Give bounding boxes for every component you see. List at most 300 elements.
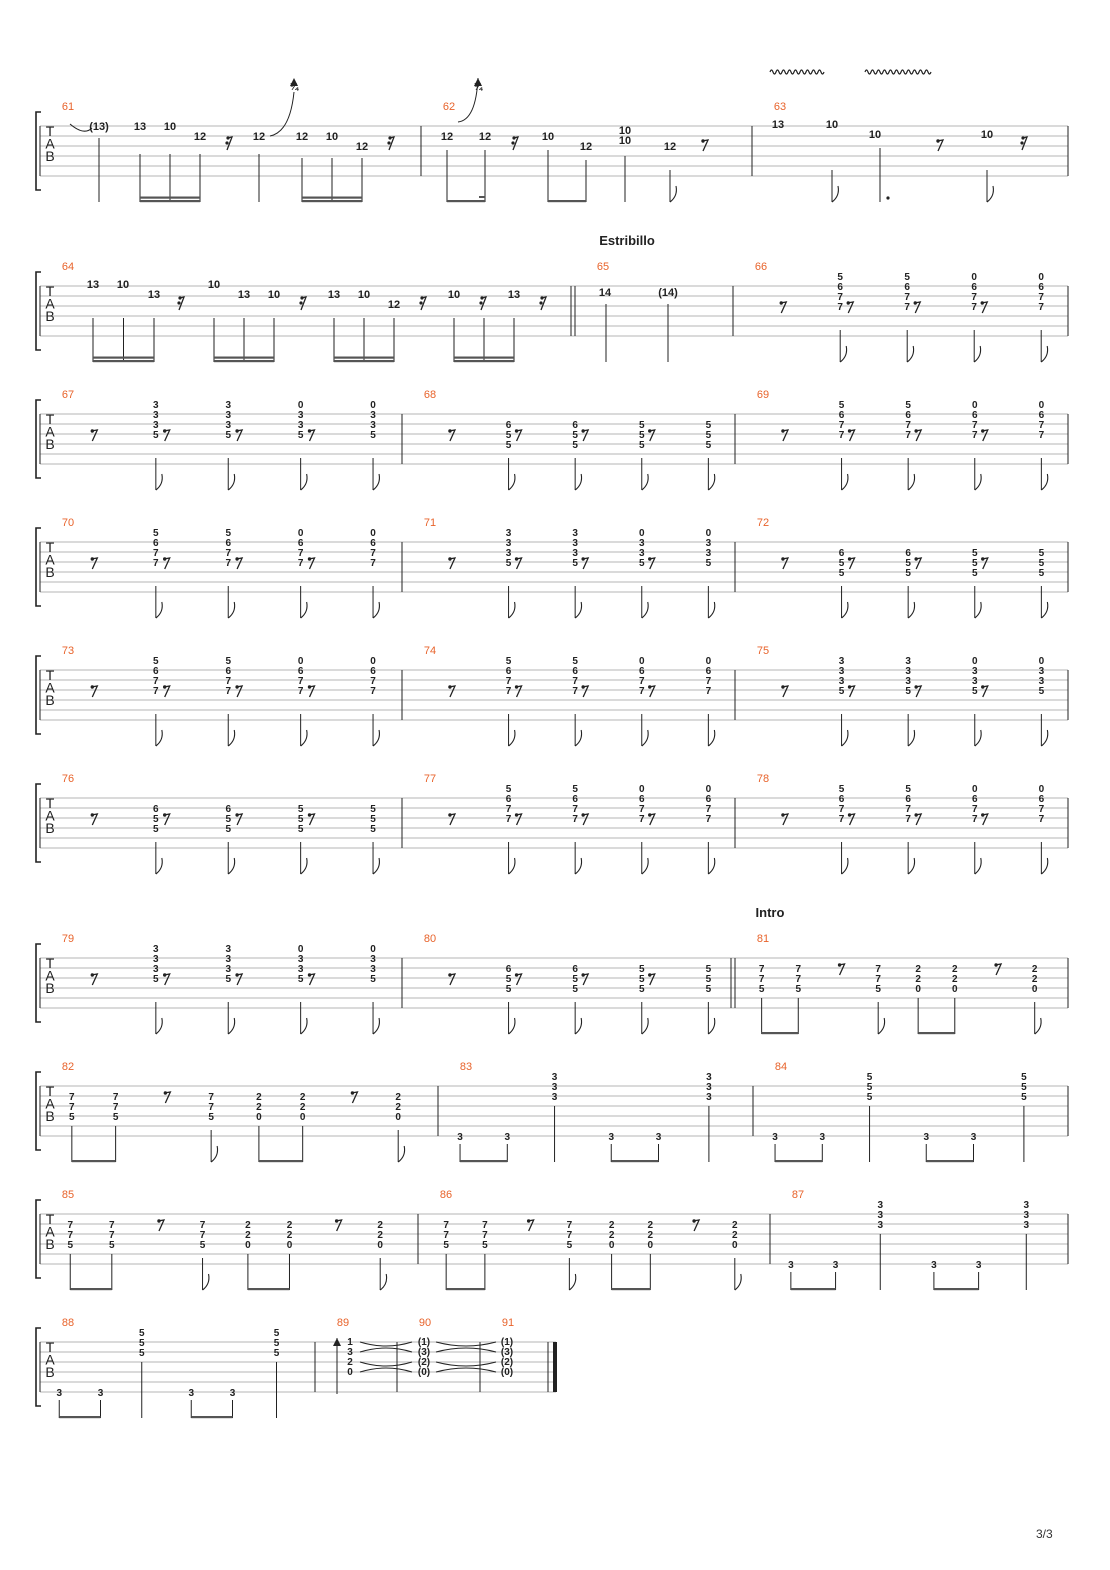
note-flag — [642, 474, 648, 490]
tab-clef-letter: A — [45, 967, 55, 984]
note-eighth — [301, 1002, 307, 1034]
fret-number: 5 — [705, 420, 712, 431]
tab-clef-letter: A — [45, 1351, 55, 1368]
fret-number: 0 — [256, 1112, 262, 1123]
note-beam — [446, 1288, 485, 1290]
page-number: 3/3 — [1036, 1527, 1053, 1541]
note-eighth — [211, 1130, 217, 1162]
note-eighth — [908, 842, 914, 874]
note-flag — [878, 1018, 884, 1034]
note-flag — [228, 730, 234, 746]
measure-number: 64 — [61, 261, 75, 273]
fret-number: 13 — [507, 289, 521, 301]
note-eighth — [301, 586, 307, 618]
note-eighth — [228, 842, 234, 874]
fret-number: 5 — [572, 974, 578, 985]
vibrato-mark — [770, 70, 824, 74]
rest-eighth — [780, 301, 787, 313]
measure-number: 91 — [501, 1317, 515, 1329]
fret-number: 2 — [732, 1220, 738, 1231]
fret-number: 3 — [706, 1092, 712, 1103]
fret-number: 3 — [970, 1132, 977, 1143]
tie-curve — [436, 1342, 496, 1346]
measure-number: 67 — [61, 389, 75, 401]
fret-number: 6 — [505, 964, 512, 975]
fret-number: 3 — [572, 548, 578, 559]
rest-eighth — [981, 301, 988, 313]
note-eighth — [975, 586, 981, 618]
fret-number: 3 — [923, 1132, 930, 1143]
fret-number: 6 — [153, 538, 159, 549]
fret-number: 0 — [286, 1240, 293, 1251]
rest-eighth — [781, 813, 788, 825]
fret-number: 5 — [905, 784, 911, 795]
note-beam — [460, 1160, 507, 1162]
tab-clef-letter: T — [45, 411, 55, 427]
fret-number: 5 — [69, 1112, 75, 1123]
fret-number: 7 — [705, 804, 712, 815]
fret-number: 5 — [153, 656, 159, 667]
rest-eighth — [91, 813, 98, 825]
fret-number: 5 — [638, 984, 645, 995]
note-flag — [156, 730, 162, 746]
fret-number: 3 — [225, 944, 232, 955]
fret-number: 13 — [86, 279, 100, 291]
rest-eighth — [914, 557, 921, 569]
fret-number: 0 — [638, 528, 645, 539]
fret-number: 5 — [638, 974, 645, 985]
measure-number: 84 — [774, 1061, 788, 1073]
fret-number: 2 — [732, 1230, 738, 1241]
fret-number: 5 — [638, 420, 645, 431]
note-eighth — [156, 842, 162, 874]
fret-number: 5 — [638, 430, 645, 441]
measure-number: 89 — [336, 1317, 350, 1329]
tie-curve — [360, 1362, 412, 1366]
fret-number: 5 — [971, 558, 978, 569]
note-flag — [301, 1018, 307, 1034]
fret-number: 7 — [837, 302, 843, 313]
fret-number: 7 — [705, 676, 712, 687]
fret-number: 3 — [505, 538, 512, 549]
rest-sixteenth — [225, 136, 232, 150]
fret-number: 5 — [705, 440, 712, 451]
fret-number: 5 — [875, 984, 881, 995]
rest-eighth — [91, 429, 98, 441]
fret-number: 12 — [355, 141, 369, 153]
fret-number: 5 — [905, 568, 911, 579]
measure-group — [69, 1091, 405, 1162]
rest-eighth — [308, 429, 315, 441]
note-flag — [642, 602, 648, 618]
fret-number: 7 — [109, 1230, 115, 1241]
note-flag — [575, 602, 581, 618]
note-eighth — [301, 458, 307, 490]
tie-curve — [436, 1362, 496, 1366]
note-beam — [918, 1032, 955, 1034]
fret-number: 5 — [838, 784, 845, 795]
fret-number: 13 — [771, 119, 785, 131]
fret-number: 7 — [971, 430, 978, 441]
note-flag — [642, 1018, 648, 1034]
note-flag — [509, 730, 515, 746]
note-flag — [908, 474, 914, 490]
measure-group — [448, 964, 715, 1034]
rest-eighth — [848, 813, 855, 825]
tab-clef-letter: T — [45, 283, 55, 299]
fret-number: 3 — [188, 1388, 195, 1399]
rest-eighth — [848, 557, 855, 569]
fret-number: 7 — [705, 814, 712, 825]
fret-number: 0 — [951, 984, 958, 995]
fret-number: 3 — [655, 1132, 662, 1143]
fret-number: 0 — [1038, 400, 1045, 411]
rest-eighth — [163, 973, 170, 985]
rest-dot — [1020, 141, 1023, 144]
fret-number: 7 — [199, 1230, 206, 1241]
fret-number: 5 — [370, 430, 376, 441]
fret-number: 7 — [370, 558, 376, 569]
fret-number: 7 — [153, 676, 159, 687]
tab-clef-letter: A — [45, 295, 55, 312]
rest-eighth — [91, 557, 98, 569]
fret-number: 2 — [951, 974, 958, 985]
tab-clef-letter: B — [45, 820, 55, 836]
fret-number: (0) — [417, 1367, 431, 1378]
rest-eighth — [91, 973, 98, 985]
tab-clef-letter: A — [45, 135, 55, 152]
tab-system — [36, 389, 1068, 478]
fret-number: 7 — [795, 964, 802, 975]
note-flag — [840, 346, 846, 362]
fret-number: 7 — [67, 1220, 74, 1231]
fret-number: 5 — [705, 974, 712, 985]
rest-eighth — [648, 429, 655, 441]
measure-number: 82 — [61, 1061, 75, 1073]
fret-number: 12 — [193, 131, 207, 143]
note-flag — [509, 1018, 515, 1034]
rest-sixteenth — [539, 296, 546, 310]
note-eighth — [156, 586, 162, 618]
fret-number: 7 — [208, 1102, 214, 1113]
fret-number: 5 — [1021, 1082, 1027, 1093]
note-eighth — [642, 458, 648, 490]
fret-number: 3 — [1023, 1220, 1030, 1231]
note-flag — [575, 858, 581, 874]
note-eighth — [509, 842, 515, 874]
fret-number: 6 — [971, 794, 978, 805]
fret-number: 7 — [1038, 804, 1045, 815]
measure-number: 80 — [423, 933, 437, 945]
measure-number: 87 — [791, 1189, 805, 1201]
fret-number: 5 — [225, 974, 232, 985]
note-eighth — [228, 458, 234, 490]
note-eighth — [840, 330, 846, 362]
note-beam — [926, 1160, 973, 1162]
rest-eighth — [914, 813, 921, 825]
fret-number: 7 — [297, 558, 304, 569]
fret-number: 3 — [504, 1132, 511, 1143]
fret-number: 3 — [572, 538, 578, 549]
fret-number: 5 — [225, 814, 232, 825]
rest-eighth — [581, 813, 588, 825]
fret-number: 2 — [647, 1230, 654, 1241]
fret-number: 5 — [297, 824, 304, 835]
fret-number: 7 — [297, 676, 304, 687]
fret-number: 0 — [297, 400, 304, 411]
note-eighth — [575, 458, 581, 490]
rest-eighth — [936, 139, 943, 151]
fret-number: 6 — [505, 794, 512, 805]
tab-clef-letter: B — [45, 436, 55, 452]
fret-number: 1 — [347, 1337, 353, 1348]
fret-number: 7 — [758, 974, 765, 985]
note-flag — [156, 602, 162, 618]
note-beam — [93, 360, 154, 362]
fret-number: 2 — [245, 1230, 251, 1241]
note-beam — [140, 197, 200, 199]
note-beam — [214, 357, 274, 359]
fret-number: 7 — [505, 814, 512, 825]
fret-number: 14 — [598, 287, 612, 299]
fret-number: 7 — [109, 1220, 115, 1231]
fret-number: 5 — [153, 430, 159, 441]
fret-number: 6 — [572, 420, 578, 431]
fret-number: 5 — [505, 440, 512, 451]
fret-number: 7 — [837, 292, 843, 303]
fret-number: 5 — [1038, 548, 1045, 559]
fret-number: 6 — [572, 666, 578, 677]
fret-number: 5 — [905, 400, 911, 411]
fret-number: 0 — [370, 656, 376, 667]
measure-group — [443, 1219, 741, 1290]
note-eighth — [373, 586, 379, 618]
fret-number: 3 — [457, 1132, 463, 1143]
fret-number: 3 — [877, 1210, 884, 1221]
fret-number: 2 — [608, 1230, 615, 1241]
fret-number: 10 — [618, 125, 632, 137]
note-eighth — [708, 1002, 714, 1034]
fret-number: 0 — [971, 400, 978, 411]
fret-number: 6 — [705, 666, 712, 677]
fret-number: 7 — [572, 686, 578, 697]
note-flag — [670, 186, 676, 202]
fret-number: 5 — [505, 656, 512, 667]
fret-number: 0 — [971, 784, 978, 795]
fret-number: 0 — [732, 1240, 738, 1251]
fret-number: 7 — [1038, 420, 1045, 431]
rest-eighth — [914, 685, 921, 697]
fret-number: 3 — [56, 1388, 63, 1399]
rest-sixteenth — [479, 296, 486, 310]
note-beam — [454, 360, 514, 362]
fret-number: 5 — [443, 1240, 449, 1251]
fret-number: 7 — [370, 548, 376, 559]
fret-number: 5 — [370, 974, 376, 985]
fret-number: 5 — [138, 1348, 145, 1359]
note-flag — [203, 1274, 209, 1290]
note-flag — [708, 474, 714, 490]
fret-number: 7 — [297, 686, 304, 697]
fret-number: 6 — [638, 666, 645, 677]
note-eighth — [878, 1002, 884, 1034]
note-eighth — [509, 714, 515, 746]
note-eighth — [373, 714, 379, 746]
fret-number: 7 — [153, 558, 159, 569]
rest-eighth — [848, 429, 855, 441]
fret-number: 3 — [297, 410, 304, 421]
note-flag — [569, 1274, 575, 1290]
fret-number: 5 — [705, 558, 712, 569]
tab-system — [36, 933, 1068, 1022]
fret-number: 7 — [904, 292, 910, 303]
fret-number: 6 — [297, 666, 304, 677]
fret-number: 5 — [866, 1092, 873, 1103]
note-flag — [975, 474, 981, 490]
fret-number: 3 — [877, 1220, 884, 1231]
fret-number: 5 — [905, 558, 911, 569]
fret-number: 5 — [572, 440, 578, 451]
fret-number: 0 — [377, 1240, 383, 1251]
note-beam — [934, 1288, 979, 1290]
rest-eighth — [335, 1219, 342, 1231]
tab-clef-letter: T — [45, 123, 55, 139]
fret-number: 7 — [112, 1092, 119, 1103]
measure-number: 90 — [418, 1317, 432, 1329]
tie-curve — [436, 1368, 496, 1372]
fret-number: 5 — [866, 1082, 873, 1093]
fret-number: 0 — [971, 272, 977, 283]
note-flag — [301, 730, 307, 746]
fret-number: 6 — [370, 538, 376, 549]
fret-number: 5 — [572, 558, 578, 569]
note-eighth — [975, 714, 981, 746]
fret-number: 10 — [825, 119, 839, 131]
fret-number: 3 — [153, 964, 159, 975]
fret-number: 5 — [838, 568, 845, 579]
fret-number: 2 — [915, 974, 921, 985]
fret-number: 6 — [971, 282, 977, 293]
note-eighth — [975, 842, 981, 874]
rest-eighth — [157, 1219, 164, 1231]
note-eighth — [1041, 458, 1047, 490]
fret-number: 7 — [505, 804, 512, 815]
fret-number: 3 — [971, 666, 978, 677]
note-beam — [791, 1288, 836, 1290]
fret-number: 0 — [297, 944, 304, 955]
fret-number: 2 — [256, 1092, 262, 1103]
tab-clef-letter: A — [45, 1223, 55, 1240]
fret-number: 5 — [67, 1240, 74, 1251]
fret-number: 2 — [1031, 974, 1038, 985]
note-eighth — [575, 1002, 581, 1034]
fret-number: 7 — [638, 676, 645, 687]
fret-number: 6 — [1038, 794, 1045, 805]
note-beam — [59, 1416, 100, 1418]
fret-number: (3) — [417, 1347, 431, 1358]
fret-number: 3 — [297, 964, 304, 975]
note-flag — [1041, 346, 1047, 362]
rest-eighth — [581, 685, 588, 697]
note-flag — [575, 1018, 581, 1034]
rest-eighth — [235, 973, 242, 985]
fret-number: 6 — [370, 666, 376, 677]
fret-number: 3 — [905, 676, 911, 687]
note-flag — [1041, 474, 1047, 490]
tab-clef-letter: T — [45, 1211, 55, 1227]
fret-number: 7 — [705, 686, 712, 697]
fret-number: 3 — [370, 410, 376, 421]
measure-number: 79 — [61, 933, 75, 945]
fret-number: 7 — [225, 676, 232, 687]
fret-number: 3 — [905, 666, 911, 677]
fret-number: 5 — [153, 814, 159, 825]
fret-number: 3 — [297, 420, 304, 431]
fret-number: 6 — [638, 794, 645, 805]
fret-number: 5 — [109, 1240, 115, 1251]
fret-number: 7 — [971, 814, 978, 825]
note-eighth — [842, 586, 848, 618]
tie-curve — [436, 1348, 496, 1352]
fret-number: 7 — [153, 548, 159, 559]
note-flag — [575, 730, 581, 746]
tab-system — [36, 261, 1068, 350]
fret-number: 3 — [772, 1132, 778, 1143]
fret-number: 7 — [482, 1230, 488, 1241]
note-flag — [373, 858, 379, 874]
fret-number: 7 — [971, 292, 977, 303]
fret-number: 6 — [572, 794, 578, 805]
fret-number: 7 — [443, 1230, 449, 1241]
measure-group — [759, 963, 1041, 1034]
fret-number: (0) — [500, 1367, 514, 1378]
note-eighth — [575, 586, 581, 618]
measure-number: 73 — [61, 645, 75, 657]
measure-number: 68 — [423, 389, 437, 401]
fret-number: 3 — [905, 656, 911, 667]
note-flag — [842, 602, 848, 618]
rest-eighth — [308, 685, 315, 697]
note-flag — [975, 730, 981, 746]
rest-dot — [479, 301, 482, 304]
fret-number: 2 — [647, 1220, 654, 1231]
fret-number: 5 — [297, 814, 304, 825]
rest-eighth — [648, 813, 655, 825]
note-flag — [509, 858, 515, 874]
fret-number: 3 — [229, 1388, 236, 1399]
fret-number: 6 — [1038, 410, 1045, 421]
rest-sixteenth — [177, 296, 184, 310]
note-eighth — [735, 1258, 741, 1290]
rest-sixteenth — [387, 136, 394, 150]
measure-number: 72 — [756, 517, 770, 529]
fret-number: 3 — [370, 420, 376, 431]
fret-number: 6 — [505, 420, 512, 431]
rest-eighth — [648, 685, 655, 697]
note-flag — [975, 602, 981, 618]
tab-clef-letter: T — [45, 795, 55, 811]
fret-number: 5 — [297, 430, 304, 441]
note-eighth — [1041, 586, 1047, 618]
fret-number: 7 — [69, 1092, 75, 1103]
rest-eighth — [981, 813, 988, 825]
fret-number: 0 — [1038, 272, 1044, 283]
fret-number: 5 — [505, 984, 512, 995]
tie-curve — [360, 1342, 412, 1346]
fret-number: 3 — [1038, 666, 1045, 677]
bend-arrow — [270, 92, 294, 136]
fret-number: 2 — [245, 1220, 251, 1231]
